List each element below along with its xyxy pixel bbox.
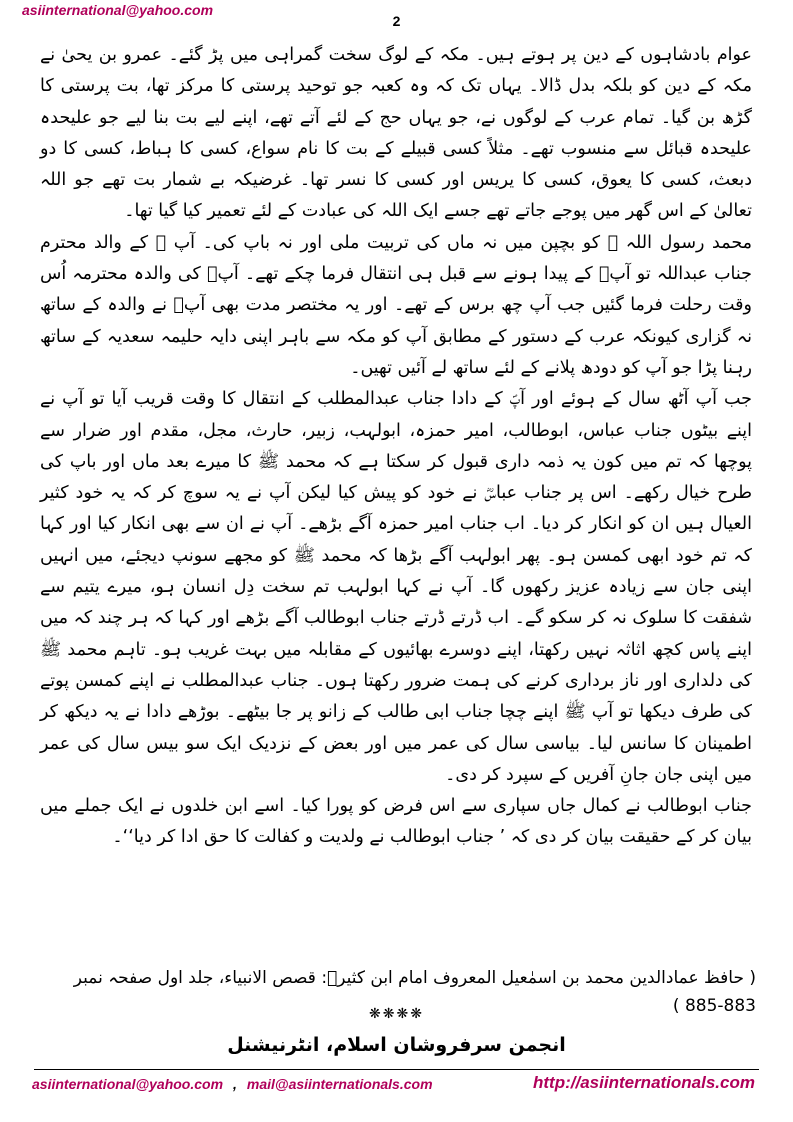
footer-email-link-2[interactable]: mail@asiinternationals.com <box>246 1076 433 1092</box>
paragraph-1: عوام بادشاہوں کے دین پر ہوتے ہیں۔ مکہ کے لوگ سخت گمراہی میں پڑ گئے۔ عمرو بن یحیٰ نے مکہ کے دین کو بلکہ بدل ڈالا۔ یہاں تک کہ وہ کعبہ جو توحید پرستی کا مرکز تھا، بت پرستی کا گڑھ بن گیا۔ تمام عرب کے لوگوں نے، جو یہاں حج کے لئے آتے تھے، اپنے لیے بت بنا لیے جو علیحدہ علیحدہ قبائل سے منسوب تھے۔ مثلاً کسی قبیلے کے بت کا نام سواع، کسی کا ہباط، کسی کا دو دبعث، کسی کا یعوق، کسی کا یریس اور کسی کا نسر تھا۔ غرضیکہ بے شمار بت تھے جو اللہ تعالیٰ کے اس گھر میں پوجے جاتے تھے جسے ایک اللہ کی عبادت کے لئے تعمیر کیا گیا تھا۔ <box>40 45 752 222</box>
organization-name: انجمن سرفروشان اسلام، انٹرنیشنل <box>227 1034 566 1056</box>
paragraph-3: جب آپ آٹھ سال کے ہوئے اور آپؐ کے دادا جناب عبدالمطلب کے انتقال کا وقت قریب آیا تو آپ نے اپنے بیٹوں جناب عباس، ابوطالب، امیر حمزہ، ابولہب، زبیر، حارث، مجل، مقدم اور ضرار سے پوچھا کہ تم میں کون یہ ذمہ داری قبول کر سکتا ہے کہ محمد ﷺ کا میرے بعد ماں اور باپ کی طرح خیال رکھے۔ اس پر جناب عباسؓ نے خود کو پیش کیا لیکن آپ نے یہ سوچ کر کہ یہ خود کثیر العیال ہیں ان کو انکار کر دیا۔ اب جناب امیر حمزہ آگے بڑھے۔ آپ نے ان سے بھی انکار کیا اور کہا کہ تم خود ابھی کمسن ہو۔ پھر ابولہب آگے بڑھا کہ محمد ﷺ کو مجھے سونپ دیجئے، میں انہیں اپنی جان سے زیادہ عزیز رکھوں گا۔ آپ نے کہا ابولہب تم سخت دِل انسان ہو، میرے یتیم سے شفقت کا سلوک نہ کر سکو گے۔ اب ڈرتے ڈرتے جناب ابوطالب آگے بڑھے اور کہا کہ ہر چند کہ میں اپنے پاس کچھ اثاثہ نہیں رکھتا، اپنے دوسرے بھائیوں کے مقابلہ میں بہت غریب ہو۔ تاہم محمد ﷺ کی دلداری اور ناز برداری کرنے کی ہمت ضرور رکھتا ہوں۔ جناب عبدالمطلب نے اپنے کمسن پوتے کی طرف دیکھا تو آپ ﷺ اپنے چچا جناب ابی طالب کے زانو پر جا بیٹھے۔ بوڑھے دادا نے یہ دیکھ کر اطمینان کا سانس لیا۔ بیاسی سال کی عمر میں اور بعض کے نزدیک ایک سو بیس سال کی عمر میں اپنی جان جانِ آفریں کے سپرد کر دی۔ <box>40 389 752 785</box>
page-number: 2 <box>392 13 401 29</box>
paragraph-2: محمد رسول اللہ ﷺ کو بچپن میں نہ ماں کی تربیت ملی اور نہ باپ کی۔ آپ ﷺ کے والد محترم جناب عبداللہ تو آپؐ کے پیدا ہونے سے قبل ہی انتقال فرما چکے تھے۔ آپؐ کی والدہ محترمہ اُس وقت رحلت فرما گئیں جب آپ چھ برس کے تھے۔ اور یہ مختصر مدت بھی آپؐ نے والدہ کے ساتھ نہ گزاری کیونکہ عرب کے دستور کے مطابق آپ کو مکہ سے باہر اپنی دایہ حلیمہ سعدیہ کے ساتھ رہنا پڑا جو آپ کو دودھ پلانے کے لئے ساتھ لے آئیں تھیں۔ <box>40 232 752 378</box>
footer-website-link[interactable]: http://asiinternationals.com <box>533 1073 755 1092</box>
ornament-divider: ❋❋❋❋ <box>369 1006 424 1022</box>
article-body <box>40 40 752 854</box>
citation-reference: ( حافظ عمادالدین محمد بن اسمٰعیل المعروف امام ابن کثیرؒ: قصص الانبیاء، جلد اول صفحہ نمبر 883-885 ) <box>73 968 756 1016</box>
footer-divider <box>34 1069 759 1070</box>
footer-contacts <box>32 1076 433 1092</box>
footer-separator: , <box>233 1076 237 1092</box>
footer-email-link-1[interactable]: asiinternational@yahoo.com <box>32 1076 224 1092</box>
header-email-link[interactable]: asiinternational@yahoo.com <box>22 2 214 18</box>
paragraph-4: جناب ابوطالب نے کمال جاں سپاری سے اس فرض کو پورا کیا۔ اسے ابن خلدوں نے ایک جملے میں بیان کر کے حقیقت بیان کر دی کہ ’ جناب ابوطالب نے ولدیت و کفالت کا حق ادا کر دیا‘‘۔ <box>40 796 752 848</box>
